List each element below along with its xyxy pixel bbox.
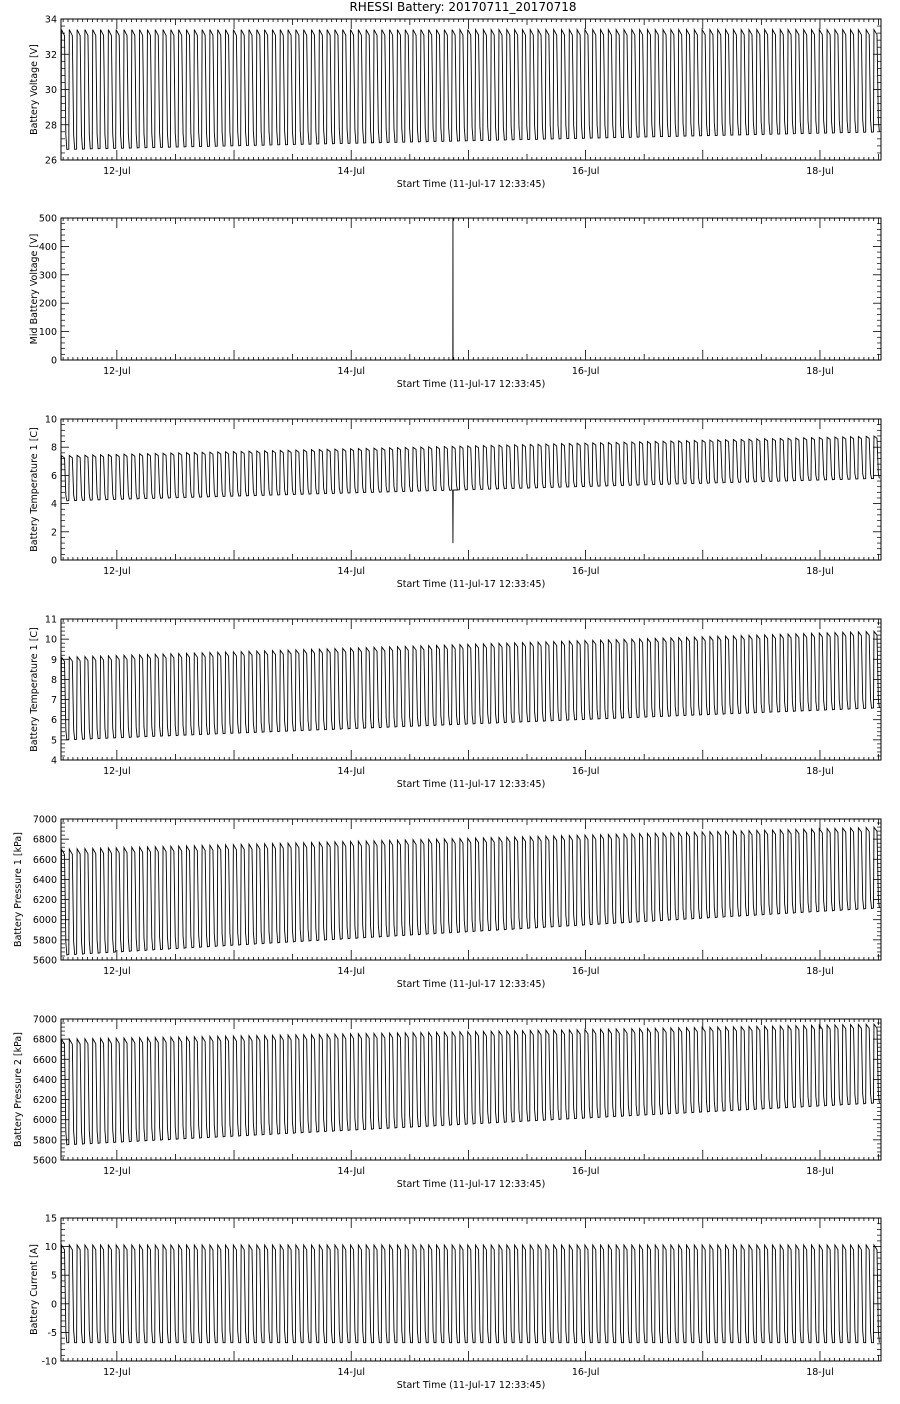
plot-frame-panel-5 [61,819,881,960]
y-tick-label: 7000 [32,1014,57,1026]
y-axis-label: Battery Pressure 1 [kPa] [13,832,24,947]
y-axis-label: Battery Voltage [V] [29,44,40,135]
x-tick-label: 18-Jul [806,566,834,577]
y-tick-label: 6200 [32,1095,57,1107]
x-tick-label: 12-Jul [103,366,131,377]
x-axis-label: Start Time (11-Jul-17 12:33:45) [396,179,546,190]
y-tick-label: 30 [44,85,57,96]
y-tick-label: 7 [50,695,57,707]
series-line-panel-2 [61,218,881,360]
y-tick-label: 6400 [32,1074,57,1086]
x-tick-label: 18-Jul [806,766,834,777]
x-tick-label: 16-Jul [571,1367,600,1378]
x-axis-label: Start Time (11-Jul-17 12:33:45) [396,979,546,990]
x-tick-label: 18-Jul [806,166,834,177]
y-tick-label: 0 [50,1299,57,1311]
y-tick-label: 15 [44,1213,57,1225]
y-tick-label: 6200 [32,895,57,907]
x-tick-label: 14-Jul [337,566,365,577]
y-axis-label: Mid Battery Voltage [V] [29,233,40,345]
y-tick-label: 400 [38,241,57,253]
plot-frame-panel-2 [61,218,881,360]
x-tick-label: 14-Jul [337,966,365,977]
y-tick-label: -5 [47,1327,57,1339]
series-line-panel-4 [61,631,879,740]
x-tick-label: 16-Jul [571,766,600,777]
x-tick-label: 12-Jul [103,766,131,777]
y-tick-label: 26 [44,155,57,167]
y-tick-label: 4 [50,499,57,511]
y-tick-label: 11 [44,614,57,626]
x-tick-label: 16-Jul [571,1166,600,1177]
panel-4 [29,615,881,791]
y-tick-label: 6800 [32,1034,57,1046]
x-tick-label: 18-Jul [806,1166,834,1177]
y-tick-label: 300 [38,270,57,282]
y-tick-label: 6 [50,470,57,482]
y-tick-label: 6000 [32,915,57,927]
x-tick-label: 18-Jul [806,966,834,977]
x-tick-label: 18-Jul [806,1367,834,1378]
x-tick-label: 14-Jul [337,166,365,177]
y-tick-label: 8 [50,442,57,454]
y-tick-label: 6600 [32,854,57,866]
y-tick-label: 0 [50,555,57,567]
series-line-panel-6 [61,1024,879,1145]
y-tick-label: 0 [50,355,57,367]
y-tick-label: 10 [44,414,57,426]
series-line-panel-3 [61,436,879,543]
y-tick-label: 10 [44,634,57,646]
y-tick-label: -10 [41,1356,57,1368]
y-tick-label: 6600 [32,1054,57,1066]
x-axis-label: Start Time (11-Jul-17 12:33:45) [396,379,546,390]
x-axis-label: Start Time (11-Jul-17 12:33:45) [396,1380,546,1391]
y-tick-label: 500 [38,213,57,225]
x-tick-label: 16-Jul [571,366,600,377]
y-axis-label: Battery Current [A] [29,1244,40,1335]
y-tick-label: 9 [50,654,57,666]
y-tick-label: 5 [50,1270,57,1282]
y-tick-label: 200 [38,298,57,310]
figure-title: RHESSI Battery: 20170711_20170718 [349,0,577,14]
y-tick-label: 100 [38,327,57,339]
x-tick-label: 14-Jul [337,766,365,777]
y-tick-label: 2 [50,527,57,539]
panel-6 [13,1015,881,1191]
y-tick-label: 8 [50,674,57,686]
x-tick-label: 16-Jul [571,166,600,177]
x-axis-label: Start Time (11-Jul-17 12:33:45) [396,579,546,590]
x-tick-label: 12-Jul [103,1166,131,1177]
x-tick-label: 16-Jul [571,566,600,577]
y-tick-label: 5800 [32,935,57,947]
x-tick-label: 18-Jul [806,366,834,377]
y-tick-label: 4 [50,755,57,767]
panel-7 [29,1214,881,1392]
y-axis-label: Battery Temperature 1 [C] [29,627,40,752]
x-tick-label: 12-Jul [103,966,131,977]
y-tick-label: 34 [44,14,57,26]
y-tick-label: 6000 [32,1115,57,1127]
series-line-panel-5 [61,827,879,955]
y-tick-label: 5600 [32,1155,57,1167]
y-tick-label: 6400 [32,874,57,886]
series-line-panel-1 [61,30,879,150]
x-tick-label: 12-Jul [103,166,131,177]
y-tick-label: 6800 [32,834,57,846]
x-tick-label: 12-Jul [103,566,131,577]
panel-5 [13,815,881,991]
y-tick-label: 28 [44,120,57,132]
plot-frame-panel-4 [61,619,881,760]
y-tick-label: 5600 [32,955,57,967]
y-tick-label: 5 [50,735,57,747]
x-tick-label: 12-Jul [103,1367,131,1378]
x-tick-label: 14-Jul [337,366,365,377]
y-tick-label: 6 [50,715,57,727]
panel-1 [29,15,881,191]
x-tick-label: 14-Jul [337,1367,365,1378]
x-axis-label: Start Time (11-Jul-17 12:33:45) [396,1179,546,1190]
x-axis-label: Start Time (11-Jul-17 12:33:45) [396,779,546,790]
y-axis-label: Battery Temperature 1 [C] [29,427,40,552]
series-line-panel-7 [61,1245,879,1343]
x-tick-label: 16-Jul [571,966,600,977]
panel-2 [29,214,881,391]
y-tick-label: 10 [44,1242,57,1254]
y-tick-label: 7000 [32,814,57,826]
x-tick-label: 14-Jul [337,1166,365,1177]
y-axis-label: Battery Pressure 2 [kPa] [13,1032,24,1147]
y-tick-label: 5800 [32,1135,57,1147]
y-tick-label: 32 [44,49,57,61]
panel-3 [29,415,881,591]
